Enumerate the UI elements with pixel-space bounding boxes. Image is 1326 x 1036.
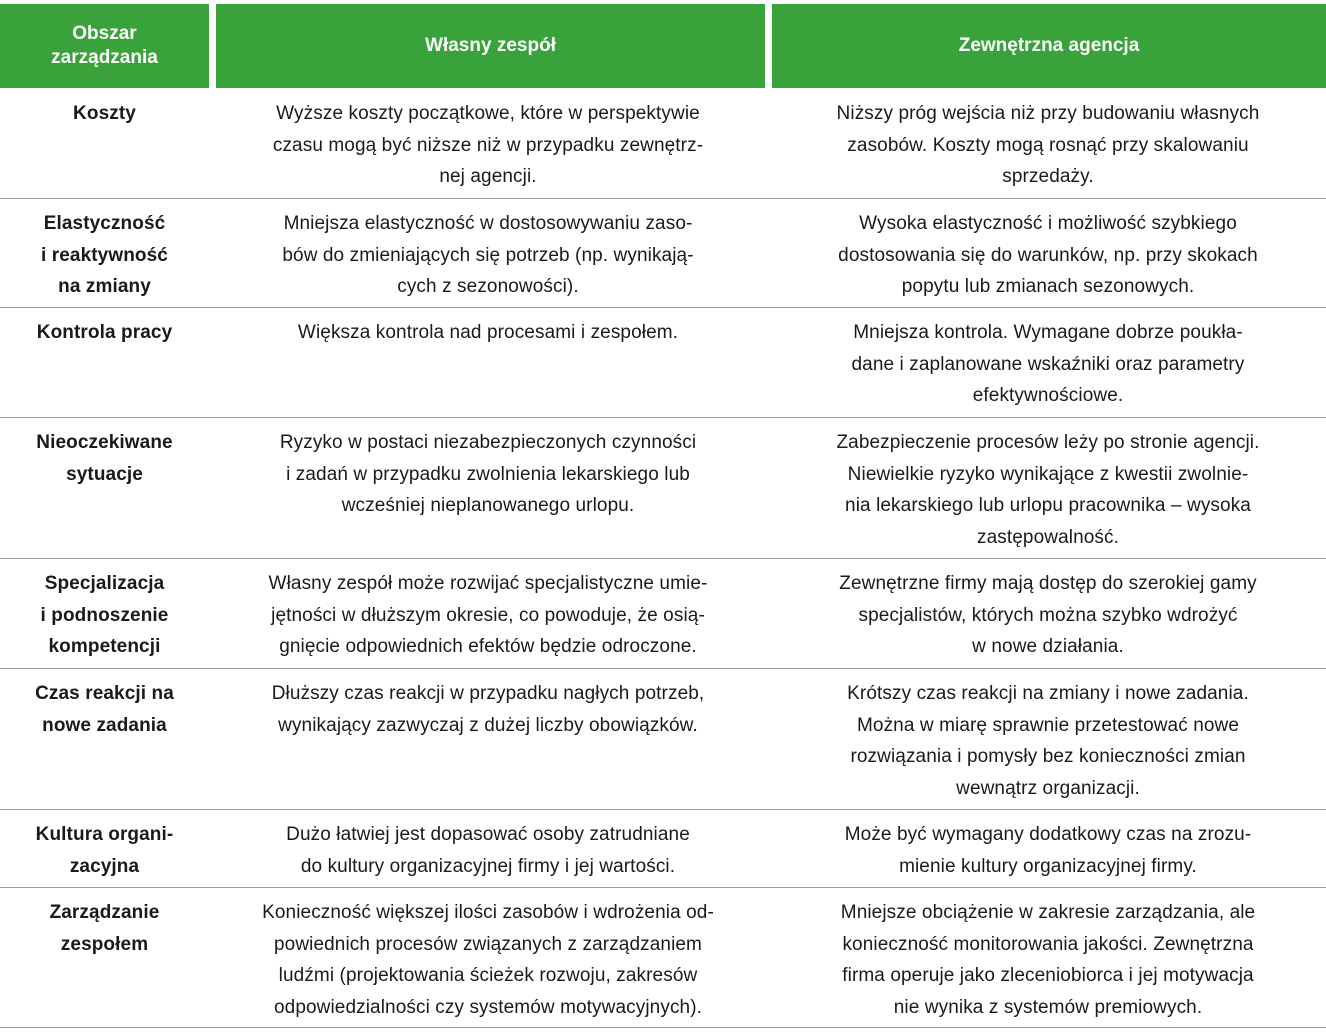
cell-own-team-line: nej agencji. <box>439 166 537 187</box>
cell-external-agency-line: zastępowalność. <box>977 526 1119 548</box>
cell-own-team-line: do kultury organizacyjnej firmy i jej wartości. <box>300 855 676 877</box>
cell-area-line: sytuacje <box>66 463 143 485</box>
cell-area <box>0 897 209 960</box>
cell-external-agency-line: konieczność monitorowania jakości. Zewnętrzna <box>842 933 1254 955</box>
table-row <box>0 89 1326 199</box>
cell-external-agency <box>776 819 1320 882</box>
cell-area-line: Elastyczność <box>43 213 166 234</box>
header-own-team: Własny zespół <box>216 4 765 88</box>
cell-own-team-line: wcześniej nieplanowanego urlopu. <box>341 495 635 516</box>
cell-area-line: Koszty <box>73 103 136 124</box>
cell-area-line: i reaktywność <box>41 244 168 266</box>
cell-external-agency-line: sprzedaży. <box>1002 166 1094 187</box>
cell-own-team-line: gnięcie odpowiednich efektów będzie odroczone. <box>279 636 697 657</box>
cell-external-agency-line: firma operuje jako zleceniobiorca i jej motywacja <box>842 965 1254 986</box>
cell-external-agency <box>776 208 1320 303</box>
cell-own-team-line: cych z sezonowości). <box>397 276 579 297</box>
cell-area-line: Nieoczekiwane <box>36 432 173 453</box>
cell-own-team-line: Ryzyko w postaci niezabezpieczonych czynności <box>279 432 697 453</box>
cell-area-line: na zmiany <box>58 276 151 297</box>
table-row <box>0 888 1326 1028</box>
cell-own-team-line: Konieczność większej ilości zasobów i wdrożenia od- <box>262 902 714 923</box>
cell-external-agency-line: efektywnościowe. <box>972 385 1124 406</box>
header-area <box>0 4 209 88</box>
cell-external-agency-line: Mniejsze obciążenie w zakresie zarządzania, ale <box>840 902 1256 923</box>
cell-own-team-line: Dłuższy czas reakcji w przypadku nagłych potrzeb, <box>271 683 705 704</box>
cell-area <box>0 678 209 741</box>
cell-area <box>0 568 209 663</box>
table-row <box>0 810 1326 888</box>
cell-external-agency-line: popytu lub zmianach sezonowych. <box>901 276 1195 297</box>
table-row <box>0 199 1326 308</box>
cell-area-line: Czas reakcji na <box>35 683 174 704</box>
cell-own-team-line: Mniejsza elastyczność w dostosowywaniu zaso- <box>283 213 693 234</box>
cell-own-team-line: Dużo łatwiej jest dopasować osoby zatrudniane <box>286 824 690 845</box>
cell-external-agency-line: specjalistów, których można szybko wdrożyć <box>858 604 1238 626</box>
cell-external-agency <box>776 98 1320 193</box>
cell-area-line: Specjalizacja <box>44 573 165 594</box>
cell-external-agency-line: Krótszy czas reakcji na zmiany i nowe zadania. <box>847 683 1249 704</box>
cell-own-team-line: czasu mogą być niższe niż w przypadku zewnętrz- <box>272 134 704 156</box>
cell-external-agency-line: wewnątrz organizacji. <box>956 777 1140 799</box>
cell-area <box>0 819 209 882</box>
cell-external-agency-line: Zabezpieczenie procesów leży po stronie agencji. <box>836 432 1260 453</box>
cell-external-agency-line: w nowe działania. <box>972 636 1124 657</box>
cell-own-team <box>218 568 758 663</box>
table-row <box>0 669 1326 810</box>
cell-external-agency-line: mienie kultury organizacyjnej firmy. <box>899 855 1197 877</box>
cell-external-agency <box>776 897 1320 1023</box>
header-external-agency: Zewnętrzna agencja <box>772 4 1326 88</box>
cell-external-agency-line: Niewielkie ryzyko wynikające z kwestii zwolnie- <box>847 463 1249 485</box>
cell-area-line: Zarządzanie <box>49 902 160 923</box>
cell-external-agency-line: Można w miarę sprawnie przetestować nowe <box>856 714 1240 736</box>
cell-external-agency <box>776 427 1320 553</box>
header-area-line: zarządzania <box>51 47 158 68</box>
table-row <box>0 418 1326 559</box>
cell-own-team-line: wynikający zazwyczaj z dużej liczby obowiązków. <box>278 714 698 736</box>
cell-area-line: kompetencji <box>48 636 161 657</box>
cell-external-agency-line: dostosowania się do warunków, np. przy skokach <box>838 244 1258 266</box>
table-row <box>0 559 1326 669</box>
cell-area <box>0 317 209 349</box>
cell-own-team-line: Wyższe koszty początkowe, które w perspektywie <box>276 103 700 124</box>
cell-area-line: zacyjna <box>69 855 140 877</box>
cell-area-line: i podnoszenie <box>40 604 169 626</box>
cell-external-agency-line: Mniejsza kontrola. Wymagane dobrze poukła- <box>853 322 1243 343</box>
cell-external-agency <box>776 317 1320 412</box>
cell-external-agency-line: dane i zaplanowane wskaźniki oraz parametry <box>851 353 1245 375</box>
cell-external-agency <box>776 678 1320 804</box>
cell-area-line: Kultura organi- <box>35 824 174 845</box>
cell-external-agency-line: nie wynika z systemów premiowych. <box>893 996 1203 1018</box>
cell-external-agency-line: zasobów. Koszty mogą rosnąć przy skalowaniu <box>847 134 1249 156</box>
cell-area-line: nowe zadania <box>42 714 167 736</box>
cell-own-team <box>218 678 758 741</box>
cell-area-line: Kontrola pracy <box>36 322 173 343</box>
cell-own-team <box>218 208 758 303</box>
cell-external-agency-line: rozwiązania i pomysły bez konieczności zmian <box>850 746 1246 767</box>
cell-own-team-line: Większa kontrola nad procesami i zespołem. <box>297 322 679 343</box>
cell-area <box>0 208 209 303</box>
cell-external-agency <box>776 568 1320 663</box>
cell-own-team-line: jętności w dłuższym okresie, co powoduje, że osią- <box>271 604 705 626</box>
cell-external-agency-line: Niższy próg wejścia niż przy budowaniu własnych <box>836 103 1260 124</box>
cell-own-team <box>218 897 758 1023</box>
cell-own-team-line: odpowiedzialności czy systemów motywacyjnych). <box>273 996 703 1018</box>
cell-external-agency-line: nia lekarskiego lub urlopu pracownika – wysoka <box>845 495 1251 516</box>
cell-own-team <box>218 98 758 193</box>
cell-own-team <box>218 819 758 882</box>
table-row <box>0 308 1326 418</box>
cell-own-team <box>218 317 758 349</box>
cell-own-team-line: i zadań w przypadku zwolnienia lekarskiego lub <box>286 463 690 485</box>
cell-own-team-line: ludźmi (projektowania ścieżek rozwoju, zakresów <box>278 965 698 986</box>
cell-external-agency-line: Może być wymagany dodatkowy czas na zrozu- <box>844 824 1252 845</box>
cell-own-team-line: bów do zmieniających się potrzeb (np. wynikają- <box>282 244 694 266</box>
cell-area <box>0 98 209 130</box>
cell-area-line: zespołem <box>60 933 149 955</box>
cell-area <box>0 427 209 490</box>
cell-own-team-line: powiednich procesów związanych z zarządzaniem <box>274 933 702 955</box>
cell-external-agency-line: Wysoka elastyczność i możliwość szybkiego <box>859 213 1237 234</box>
cell-own-team <box>218 427 758 522</box>
cell-external-agency-line: Zewnętrzne firmy mają dostęp do szerokiej gamy <box>839 573 1257 594</box>
cell-own-team-line: Własny zespół może rozwijać specjalistyczne umie- <box>268 573 708 594</box>
header-area-line: Obszar <box>72 23 137 44</box>
